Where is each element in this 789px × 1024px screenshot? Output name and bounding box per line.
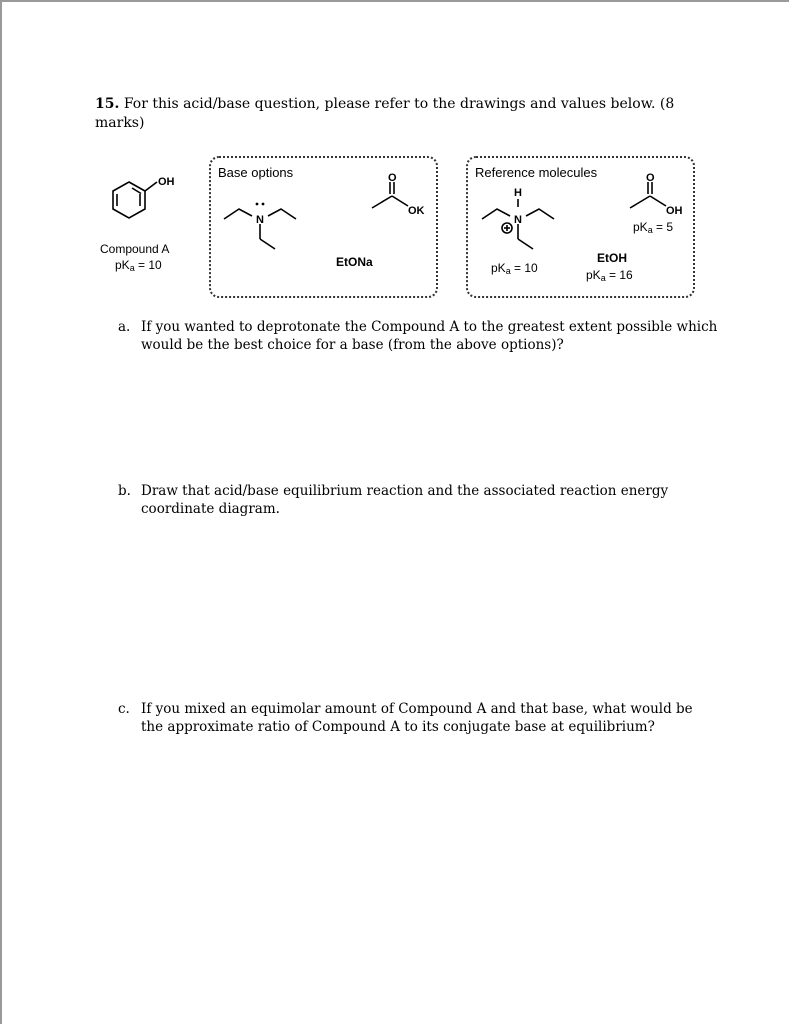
part-b-letter: b. [118, 483, 131, 499]
compound-a-pka: $pK_a = 10$ [115, 258, 162, 273]
question-title [95, 95, 695, 133]
etona-label: EtONa [336, 255, 373, 269]
acetate-ok-label: OK [408, 205, 425, 217]
acetic-acid-pka: $pK_a = 5$ [633, 220, 674, 235]
acetic-oh-label: OH [666, 205, 683, 217]
triethylamine-structure [222, 194, 302, 254]
question-text: For this acid/base question, please refer to the drawings and values below. (8 marks) [95, 96, 675, 131]
amine-n-label: N [256, 214, 264, 226]
ammonium-h-label: H [514, 187, 522, 199]
compound-a-name: Compound A [100, 242, 170, 256]
part-c [118, 700, 718, 736]
part-b-text: Draw that acid/base equilibrium reaction and the associated reaction energy coordinate diagram. [141, 483, 669, 517]
part-a-text: If you wanted to deprotonate the Compound A to the greatest extent possible which would be the best choice for a base (from the above options)? [141, 319, 718, 353]
etoh-pka: $pK_a = 16$ [586, 268, 633, 283]
phenol-structure [105, 170, 195, 240]
ammonium-pka: $pK_a = 10$ [491, 261, 538, 276]
etoh-label: EtOH [597, 251, 627, 265]
potassium-acetate-structure [370, 172, 440, 222]
question-number: 15. [95, 96, 120, 112]
part-c-text: If you mixed an equimolar amount of Compound A and that base, what would be the approximate ratio of Compound A to its conjugate base at equilibrium? [141, 701, 693, 735]
acetate-o-label: O [388, 172, 397, 184]
part-a-letter: a. [118, 319, 131, 335]
triethylammonium-structure [478, 186, 563, 256]
base-options-title: Base options [218, 165, 294, 180]
part-c-letter: c. [118, 701, 130, 717]
part-b [118, 482, 718, 518]
part-a [118, 318, 718, 354]
acetic-acid-structure [628, 172, 698, 222]
phenol-oh-label: OH [158, 176, 175, 188]
ammonium-n-label: N [514, 214, 522, 226]
reference-molecules-title: Reference molecules [475, 165, 598, 180]
acetic-o-label: O [646, 172, 655, 184]
